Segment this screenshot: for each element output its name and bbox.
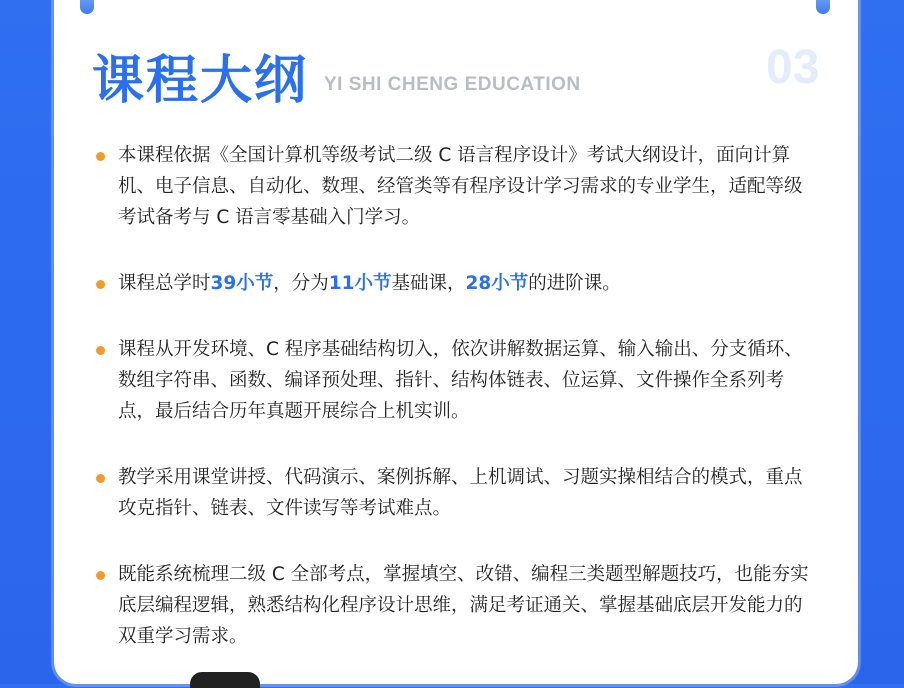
item-text: 课程从开发环境、C 程序基础结构切入，依次讲解数据运算、输入输出、分支循环、数组字符串、函数、编译预处理、指针、结构体链表、位运算、文件操作全系列考点，最后结合历年真题开展综合上机实训。 xyxy=(118,339,803,422)
item-text-part: 课程总学时 xyxy=(118,273,211,294)
item-text: 本课程依据《全国计算机等级考试二级 C 语言程序设计》考试大纲设计，面向计算机、电子信息、自动化、数理、经管类等有程序设计学习需求的专业学生，适配等级考试备考与 C 语言零基础入门学习。 xyxy=(118,145,803,228)
item-text: 既能系统梳理二级 C 全部考点，掌握填空、改错、编程三类题型解题技巧，也能夯实底层编程逻辑，熟悉结构化程序设计思维，满足考证通关、掌握基础底层开发能力的双重学习需求。 xyxy=(118,564,809,647)
item-text-part: 基础课， xyxy=(391,273,466,294)
bullet-icon xyxy=(96,571,105,580)
highlight-total-hours: 39小节 xyxy=(210,273,274,294)
bullet-icon xyxy=(96,346,105,355)
bullet-icon xyxy=(96,280,105,289)
list-item xyxy=(96,140,816,233)
bottom-decoration xyxy=(190,672,260,688)
section-number: 03 xyxy=(766,41,820,94)
item-text-part: ，分为 xyxy=(273,273,329,294)
page-subtitle: YI SHI CHENG EDUCATION xyxy=(324,74,581,95)
list-item xyxy=(96,268,816,299)
item-text-part: 的进阶课。 xyxy=(528,273,621,294)
highlight-advanced-lessons: 28小节 xyxy=(465,273,529,294)
list-item xyxy=(96,559,816,652)
syllabus-list xyxy=(96,140,816,687)
highlight-basic-lessons: 11小节 xyxy=(328,273,392,294)
page-title: 课程大纲 xyxy=(92,51,309,111)
pin-icon xyxy=(80,0,94,14)
bullet-icon xyxy=(96,474,105,483)
pin-icon xyxy=(816,0,830,14)
list-item xyxy=(96,462,816,524)
list-item xyxy=(96,334,816,427)
item-text: 教学采用课堂讲授、代码演示、案例拆解、上机调试、习题实操相结合的模式，重点攻克指针、链表、文件读写等考试难点。 xyxy=(118,467,803,519)
bullet-icon xyxy=(96,152,105,161)
